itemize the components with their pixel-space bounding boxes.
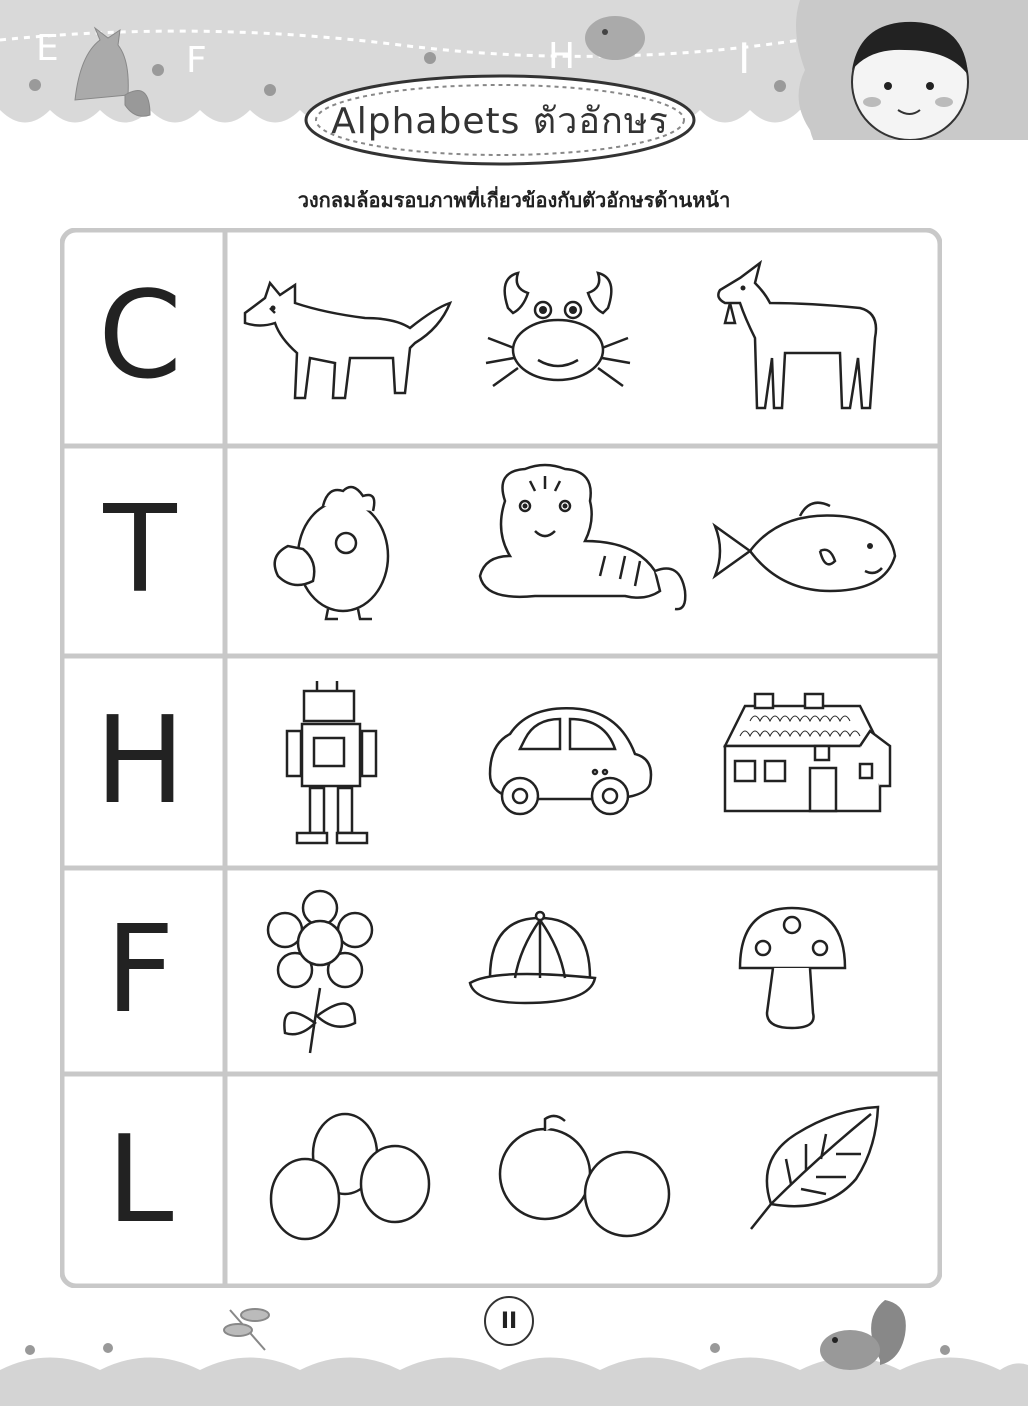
worksheet-grid xyxy=(60,228,942,1288)
fish-icon[interactable] xyxy=(710,496,900,606)
row-letter: C xyxy=(98,267,182,406)
deco-letter: E xyxy=(36,28,59,69)
deco-letter: F xyxy=(186,40,207,81)
deco-letter: H xyxy=(548,36,576,77)
leaf-icon[interactable] xyxy=(746,1099,886,1239)
oranges-icon[interactable] xyxy=(495,1109,675,1239)
deco-letter: I xyxy=(738,34,751,83)
worksheet-row-t xyxy=(60,446,942,656)
flower-icon[interactable] xyxy=(260,888,380,1058)
dragonfly-decoration-icon xyxy=(224,1309,269,1350)
squirrel-decoration-icon xyxy=(820,1300,906,1370)
eggs-icon[interactable] xyxy=(265,1109,445,1244)
row-letter: T xyxy=(103,481,177,620)
row-letter: F xyxy=(105,901,175,1040)
crab-icon[interactable] xyxy=(478,268,638,408)
mushroom-icon[interactable] xyxy=(735,903,850,1033)
boy-face-decoration-icon xyxy=(852,22,968,140)
robot-icon[interactable] xyxy=(282,676,382,851)
worksheet-row-h xyxy=(60,656,942,868)
instruction-text: วงกลมล้อมรอบภาพที่เกี่ยวข้องกับตัวอักษรด้านหน้า xyxy=(297,188,731,212)
worksheet-row-f xyxy=(60,868,942,1074)
worksheet-row-l xyxy=(60,1074,942,1288)
car-icon[interactable] xyxy=(480,694,660,824)
goat-icon[interactable] xyxy=(710,258,885,418)
title-badge xyxy=(300,72,700,168)
bird-decoration-icon xyxy=(585,16,645,60)
fox-icon[interactable] xyxy=(235,273,455,413)
chick-icon[interactable] xyxy=(268,481,398,621)
cap-icon[interactable] xyxy=(465,908,605,1018)
house-icon[interactable] xyxy=(720,686,895,816)
page-title: Alphabets ตัวอักษร xyxy=(331,100,669,142)
row-letter: L xyxy=(106,1111,174,1250)
worksheet-row-c xyxy=(60,228,942,446)
page-number: II xyxy=(484,1296,534,1346)
tiger-icon[interactable] xyxy=(475,461,695,621)
row-letter: H xyxy=(94,692,186,831)
